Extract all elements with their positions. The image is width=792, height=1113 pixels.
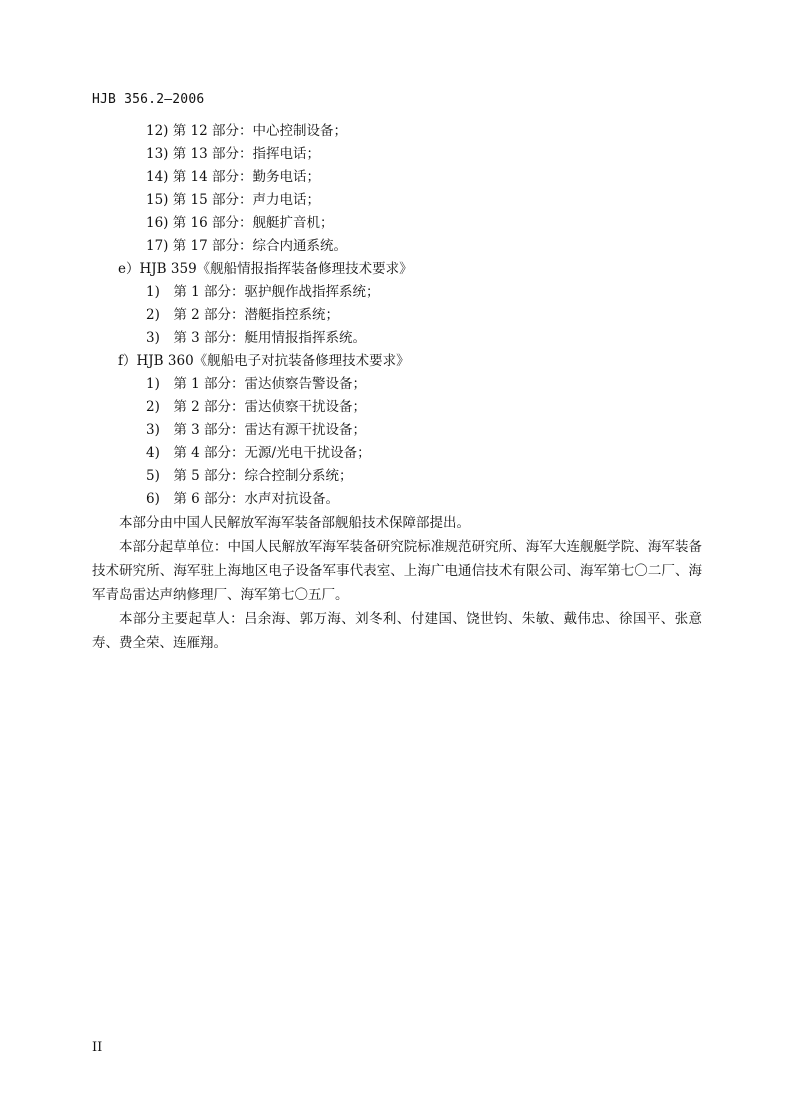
list-item: 1) 第 1 部分：驱护舰作战指挥系统；: [146, 284, 380, 300]
list-item: 13) 第 13 部分：指挥电话；: [146, 146, 320, 162]
list-item: 17) 第 17 部分：综合内通系统。: [146, 238, 347, 254]
list-item: 15) 第 15 部分：声力电话；: [146, 192, 320, 208]
list-part-f: [92, 350, 702, 511]
page-number: II: [92, 1040, 103, 1055]
list-item: 6) 第 6 部分：水声对抗设备。: [146, 491, 340, 507]
list-heading-f: f）HJB 360《舰船电子对抗装备修理技术要求》: [118, 353, 410, 369]
list-item: 2) 第 2 部分：雷达侦察干扰设备；: [146, 399, 367, 415]
list-item: 16) 第 16 部分：舰艇扩音机；: [146, 215, 334, 231]
list-item: 2) 第 2 部分：潜艇指控系统；: [146, 307, 340, 323]
document-body: [92, 120, 702, 655]
list-heading-e: e）HJB 359《舰船情报指挥装备修理技术要求》: [118, 261, 413, 277]
list-item: 3) 第 3 部分：艇用情报指挥系统。: [146, 330, 367, 346]
list-part-e: [92, 258, 702, 350]
list-item: 12) 第 12 部分：中心控制设备；: [146, 123, 347, 139]
list-item: 5) 第 5 部分：综合控制分系统；: [146, 468, 353, 484]
drafting-units-paragraph: 本部分起草单位：中国人民解放军海军装备研究院标准规范研究所、海军大连舰艇学院、海军装备技术研究所、海军驻上海地区电子设备军事代表室、上海广电通信技术有限公司、海军第七〇二厂、海军青岛雷达声纳修理厂、海军第七〇五厂。: [92, 539, 702, 603]
list-item: 14) 第 14 部分：勤务电话；: [146, 169, 320, 185]
list-part-d-continued: [92, 120, 702, 258]
list-item: 1) 第 1 部分：雷达侦察告警设备；: [146, 376, 367, 392]
list-item: 3) 第 3 部分：雷达有源干扰设备；: [146, 422, 367, 438]
list-item: 4) 第 4 部分：无源/光电干扰设备；: [146, 445, 371, 461]
proposer-paragraph: 本部分由中国人民解放军海军装备部舰船技术保障部提出。: [119, 515, 470, 531]
drafters-paragraph: 本部分主要起草人：吕余海、郭万海、刘冬利、付建国、饶世钧、朱敏、戴伟忠、徐国平、张意寿、费全荣、连雁翔。: [92, 611, 702, 651]
document-id-header: HJB 356.2—2006: [92, 92, 205, 107]
